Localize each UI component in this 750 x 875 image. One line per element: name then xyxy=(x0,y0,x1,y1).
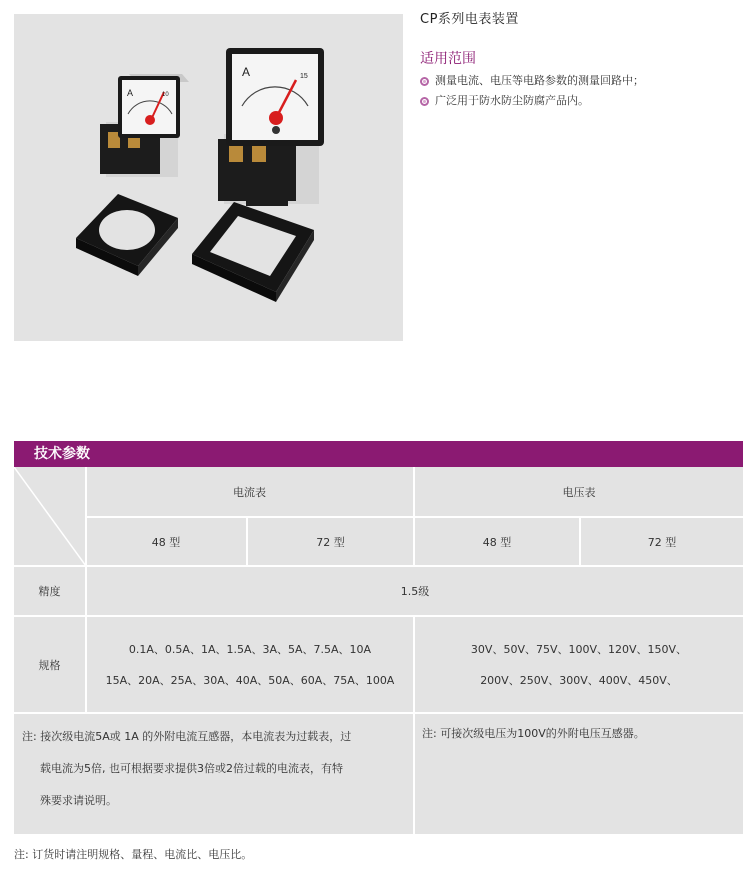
large-meter xyxy=(218,48,324,206)
bullet-circle-icon xyxy=(420,77,429,86)
application-list xyxy=(420,71,644,111)
small-meter xyxy=(100,74,189,177)
large-meter-unit: A xyxy=(242,65,251,79)
list-item-text: 测量电流、电压等电路参数的测量回路中； xyxy=(435,74,644,87)
note-line: 载电流为5倍, 也可根据要求提供3倍或2倍过载的电流表，有特 xyxy=(40,762,343,775)
meter-illustration xyxy=(14,14,403,341)
header-voltmeter-48: 48 型 xyxy=(482,535,512,549)
header-ammeter-72: 72 型 xyxy=(316,535,345,549)
header-voltmeter: 电压表 xyxy=(562,485,596,499)
header-ammeter-48: 48 型 xyxy=(151,535,181,549)
spec-ammeter xyxy=(87,617,413,712)
product-photo xyxy=(14,14,403,341)
list-item-text: 广泛用于防水防尘防腐产品内。 xyxy=(435,94,589,107)
large-gasket xyxy=(192,202,314,302)
tech-params-header: 技术参数 xyxy=(14,441,743,467)
header-voltmeter-72: 72 型 xyxy=(647,535,677,549)
spec-label: 规格 xyxy=(38,658,61,672)
large-meter-scale: 15 xyxy=(300,73,308,80)
small-gasket xyxy=(76,194,178,276)
note-line: 殊要求请说明。 xyxy=(40,794,117,807)
precision-label: 精度 xyxy=(38,585,61,598)
footer-note: 注: 订货时请注明规格、量程、电流比、电压比。 xyxy=(14,848,253,861)
corner-diagonal xyxy=(14,467,86,566)
product-title: CP系列电表装置 xyxy=(420,12,519,27)
precision-value: 1.5级 xyxy=(400,585,430,598)
note-voltmeter: 注: 可接次级电压为100V的外附电压互感器。 xyxy=(422,727,645,740)
spec-voltmeter-line: 30V、50V、75V、100V、120V、150V、 xyxy=(470,642,688,656)
bullet-circle-icon xyxy=(420,97,429,106)
list-item xyxy=(420,91,644,111)
note-ammeter xyxy=(22,721,410,817)
application-title: 适用范围 xyxy=(420,51,476,67)
list-item xyxy=(420,71,644,91)
header-ammeter: 电流表 xyxy=(233,485,266,499)
small-meter-unit: A xyxy=(127,88,134,98)
note-line: 注: 接次级电流5A或 1A 的外附电流互感器，本电流表为过载表，过 xyxy=(22,730,352,743)
spec-voltmeter xyxy=(415,617,743,712)
small-meter-scale: 10 xyxy=(162,92,169,98)
spec-ammeter-line: 15A、20A、25A、30A、40A、50A、60A、75A、100A xyxy=(105,673,395,687)
spec-ammeter-line: 0.1A、0.5A、1A、1.5A、3A、5A、7.5A、10A xyxy=(128,642,372,656)
tech-params-table xyxy=(14,467,743,834)
spec-voltmeter-line: 200V、250V、300V、400V、450V、 xyxy=(480,673,678,687)
